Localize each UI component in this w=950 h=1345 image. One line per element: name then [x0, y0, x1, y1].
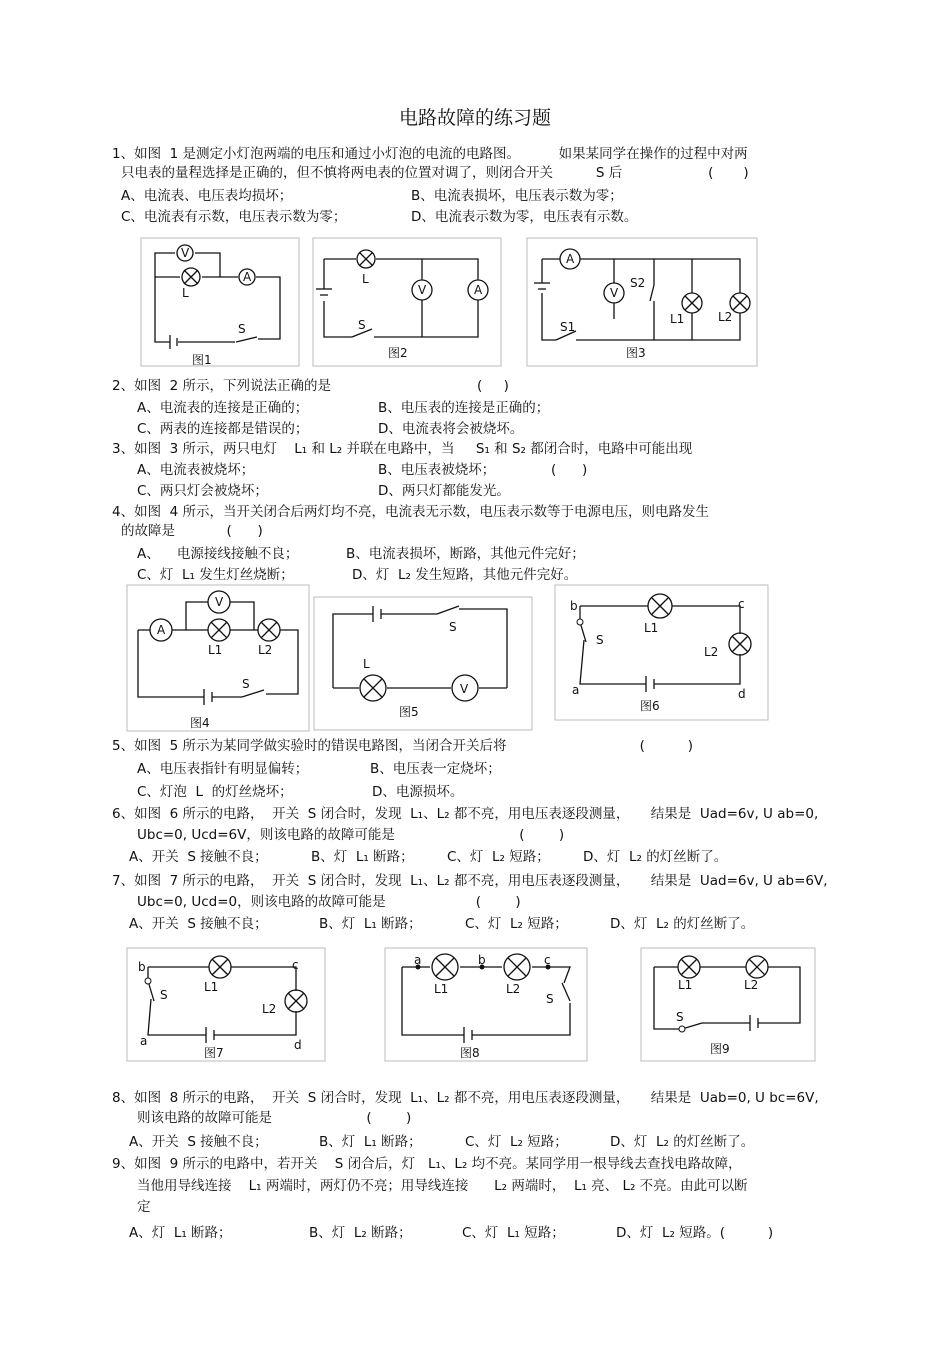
fig9-lamp1-label: L1 [678, 978, 693, 992]
fig2-voltmeter-label: V [418, 283, 427, 297]
q7-option-c: C、灯 L₂ 短路； [465, 916, 568, 932]
fig8-lamp2-label: L2 [506, 982, 521, 996]
fig3-lamp1-label: L1 [670, 312, 685, 326]
q4-stem-line1: 4、如图 4 所示，当开关闭合后两灯均不亮，电流表无示数，电压表示数等于电源电压，则电路发生 [112, 504, 710, 520]
figure-7 [126, 947, 326, 1062]
q4-stem-line2: 的故障是 ( ) [121, 523, 263, 539]
fig6-lamp2-label: L2 [704, 645, 719, 659]
figure-1 [140, 237, 300, 367]
q4-option-d: D、灯 L₂ 发生短路，其他元件完好。 [352, 567, 578, 583]
fig6-lamp1-label: L1 [644, 621, 659, 635]
fig3-voltmeter-label: V [610, 286, 619, 300]
q3-option-a: A、电流表被烧坏； [137, 462, 255, 478]
fig8-point-c: c [544, 953, 551, 967]
fig5-switch-label: S [449, 620, 457, 634]
q5-option-b: B、电压表一定烧坏； [370, 761, 501, 777]
fig7-lamp2-label: L2 [262, 1002, 277, 1016]
q9-stem-line2: 当他用导线连接 L₁ 两端时，两灯仍不亮；用导线连接 L₂ 两端时， L₁ 亮、 L₂ 不亮。由此可以断 [137, 1178, 748, 1194]
figure-2 [312, 237, 502, 367]
fig6-point-c: c [738, 597, 745, 611]
fig2-lamp-label: L [362, 272, 369, 286]
q8-stem-line1: 8、如图 8 所示的电路， 开关 S 闭合时，发现 L₁、L₂ 都不亮，用电压表逐段测量， 结果是 Uab=0, U bc=6V, [112, 1090, 819, 1106]
q2-option-d: D、电流表将会被烧坏。 [378, 421, 524, 437]
q5-option-a: A、电压表指针有明显偏转； [137, 761, 309, 777]
fig7-point-c: c [292, 958, 299, 972]
q5-option-d: D、电源损坏。 [372, 784, 464, 800]
figure-3 [526, 237, 758, 367]
fig2-ammeter-label: A [474, 283, 483, 297]
q4-option-c: C、灯 L₁ 发生灯丝烧断； [137, 567, 294, 583]
q9-stem-line1: 9、如图 9 所示的电路中，若开关 S 闭合后，灯 L₁、L₂ 均不亮。某同学用一根导线去查找电路故障， [112, 1156, 742, 1172]
fig7-point-b: b [138, 960, 146, 974]
q1-option-c: C、电流表有示数，电压表示数为零； [121, 209, 347, 225]
fig8-switch-label: S [546, 992, 554, 1006]
q9-stem-line3: 定 [137, 1199, 151, 1215]
fig9-lamp2-label: L2 [744, 978, 759, 992]
figure-5 [313, 596, 533, 731]
q9-option-b: B、灯 L₂ 断路； [309, 1225, 412, 1241]
q7-option-a: A、开关 S 接触不良； [129, 916, 268, 932]
q4-option-b: B、电流表损坏，断路，其他元件完好； [346, 546, 585, 562]
fig9-switch-label: S [676, 1010, 684, 1024]
q8-option-d: D、灯 L₂ 的灯丝断了。 [610, 1134, 755, 1150]
fig8-point-a: a [414, 953, 422, 967]
fig1-voltmeter-label: V [181, 246, 190, 260]
q9-option-d: D、灯 L₂ 短路。( ) [616, 1225, 774, 1241]
fig7-switch-label: S [160, 988, 168, 1002]
fig1-lamp-label: L [182, 286, 189, 300]
fig8-lamp1-label: L1 [434, 982, 449, 996]
figure-4 [126, 584, 310, 732]
fig3-ammeter-label: A [566, 252, 575, 266]
q7-stem-line2: Ubc=0, Ucd=0，则该电路的故障可能是 ( ) [137, 894, 521, 910]
fig4-lamp2-label: L2 [258, 643, 273, 657]
fig1-ammeter-label: A [243, 270, 252, 284]
fig4-switch-label: S [242, 677, 250, 691]
fig5-lamp-label: L [363, 657, 370, 671]
fig4-ammeter-label: A [157, 623, 166, 637]
q9-option-c: C、灯 L₁ 短路； [462, 1225, 565, 1241]
q8-option-b: B、灯 L₁ 断路； [319, 1134, 422, 1150]
fig7-lamp1-label: L1 [204, 980, 219, 994]
fig4-voltmeter-label: V [215, 595, 224, 609]
q3-option-d: D、两只灯都能发光。 [378, 483, 510, 499]
fig1-switch-label: S [238, 322, 246, 336]
q3-stem: 3、如图 3 所示，两只电灯 L₁ 和 L₂ 并联在电路中，当 S₁ 和 S₂ 都闭合时，电路中可能出现 [112, 441, 693, 457]
q6-option-a: A、开关 S 接触不良； [129, 849, 268, 865]
fig8-point-b: b [478, 953, 486, 967]
fig8-caption: 图8 [460, 1046, 480, 1060]
fig3-caption: 图3 [626, 346, 646, 360]
q3-option-c: C、两只灯会被烧坏； [137, 483, 268, 499]
q9-option-a: A、灯 L₁ 断路； [129, 1225, 232, 1241]
fig7-point-a: a [140, 1034, 148, 1048]
fig5-caption: 图5 [399, 705, 419, 719]
fig9-caption: 图9 [710, 1042, 730, 1056]
q3-option-b: B、电压表被烧坏； ( ) [378, 462, 588, 478]
q1-option-b: B、电流表损坏，电压表示数为零； [411, 188, 623, 204]
q6-option-b: B、灯 L₁ 断路； [311, 849, 414, 865]
q7-stem-line1: 7、如图 7 所示的电路， 开关 S 闭合时，发现 L₁、L₂ 都不亮，用电压表逐段测量， 结果是 Uad=6v, U ab=6V, [112, 873, 828, 889]
q8-option-c: C、灯 L₂ 短路； [465, 1134, 568, 1150]
fig1-caption: 图1 [192, 353, 212, 367]
figure-9 [640, 947, 816, 1062]
fig5-voltmeter-label: V [460, 682, 469, 696]
q6-stem-line2: Ubc=0, Ucd=6V，则该电路的故障可能是 ( ) [137, 827, 565, 843]
q4-option-a: A、 电源接线接触不良； [137, 546, 299, 562]
fig4-caption: 图4 [190, 716, 210, 730]
fig6-point-a: a [572, 683, 580, 697]
fig2-switch-label: S [358, 318, 366, 332]
q8-option-a: A、开关 S 接触不良； [129, 1134, 268, 1150]
fig7-caption: 图7 [204, 1046, 224, 1060]
q8-stem-line2: 则该电路的故障可能是 ( ) [137, 1110, 412, 1126]
page-title: 电路故障的练习题 [398, 107, 551, 129]
fig6-switch-label: S [596, 633, 604, 647]
q1-option-a: A、电流表、电压表均损坏； [121, 188, 293, 204]
fig6-point-b: b [570, 599, 578, 613]
fig6-caption: 图6 [640, 699, 660, 713]
figure-8 [384, 947, 588, 1062]
q2-option-c: C、两表的连接都是错误的； [137, 421, 309, 437]
fig4-lamp1-label: L1 [208, 643, 223, 657]
fig3-lamp2-label: L2 [718, 310, 733, 324]
fig6-point-d: d [738, 687, 746, 701]
q7-option-b: B、灯 L₁ 断路； [319, 916, 422, 932]
q1-option-d: D、电流表示数为零，电压表有示数。 [411, 209, 638, 225]
q6-stem-line1: 6、如图 6 所示的电路， 开关 S 闭合时，发现 L₁、L₂ 都不亮，用电压表逐段测量， 结果是 Uad=6v, U ab=0, [112, 806, 819, 822]
q6-option-c: C、灯 L₂ 短路； [447, 849, 550, 865]
fig7-point-d: d [294, 1038, 302, 1052]
q6-option-d: D、灯 L₂ 的灯丝断了。 [583, 849, 728, 865]
fig3-switch2-label: S2 [630, 276, 646, 290]
q2-option-b: B、电压表的连接是正确的； [378, 400, 550, 416]
q1-stem-line2: 只电表的量程选择是正确的，但不慎将两电表的位置对调了，则闭合开关 S 后 ( ) [121, 165, 749, 181]
q2-stem: 2、如图 2 所示，下列说法正确的是 ( ) [112, 378, 509, 394]
figure-6 [554, 584, 769, 721]
fig3-switch1-label: S1 [560, 320, 576, 334]
fig2-caption: 图2 [388, 346, 408, 360]
q2-option-a: A、电流表的连接是正确的； [137, 400, 309, 416]
q5-option-c: C、灯泡 L 的灯丝烧坏； [137, 784, 293, 800]
q7-option-d: D、灯 L₂ 的灯丝断了。 [610, 916, 755, 932]
q5-stem: 5、如图 5 所示为某同学做实验时的错误电路图，当闭合开关后将 ( ) [112, 738, 694, 754]
q1-stem-line1: 1、如图 1 是测定小灯泡两端的电压和通过小灯泡的电流的电路图。 如果某同学在操作的过程中对两 [112, 146, 748, 162]
